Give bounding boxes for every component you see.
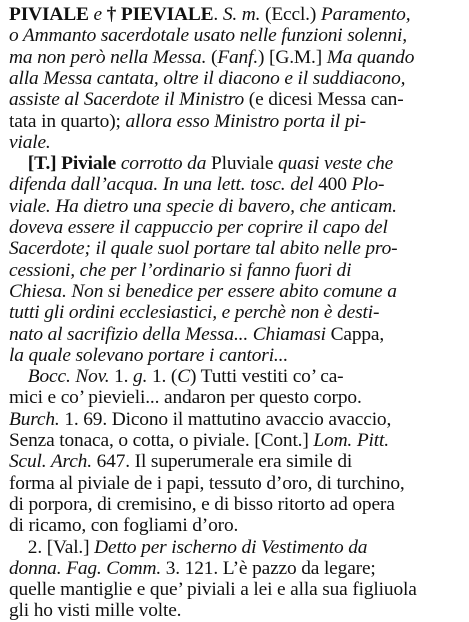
text-run: Detto per ischerno di Vestimento da [94,536,368,558]
text-run: 3. 121. L’è pazzo da legare; [161,557,376,579]
text-run: Cappa, [330,323,385,345]
text-run: viale. [9,131,51,153]
text-run: doveva essere il cappuccio per coprire il capo del [9,217,388,238]
text-run: di porpora, di cremisino, e di bisso ritorto ad opera [9,493,395,515]
text-run: quasi veste che [278,153,394,175]
text-run [9,366,28,387]
text-run: ) [G.M.] [258,46,327,68]
text-run: forma al piviale de i papi, tessuto d’oro, di turchino, [9,472,405,494]
text-run: Lom. Pitt. [313,430,389,451]
text-run: 1. [109,366,134,388]
text-run: di ricamo, con fogliami d’oro. [9,515,239,537]
text-line [9,111,366,133]
text-line [9,345,288,367]
text-run: tata in quarto); [9,110,126,132]
text-line [9,302,379,324]
text-run: donna. Fag. Comm. [9,557,162,579]
text-line [9,196,397,218]
text-run: [T.] [9,153,62,175]
text-line [9,238,397,260]
text-run: 400 [318,174,352,196]
text-run: Senza tonaca, o cotta, o piviale. [Cont.] [9,430,314,451]
text-run: ( [206,46,218,68]
text-run: (e dicesi Messa can- [244,89,404,111]
text-line [9,515,238,537]
text-run: (Eccl.) [260,4,321,25]
text-line [9,366,344,388]
text-run: la quale solevano portare i cantori... [9,344,289,366]
text-run: Ma quando [326,46,415,68]
text-run: mici e co’ pievieli... andaron per questo corpo. [9,387,362,409]
text-line [9,324,384,346]
text-line [9,430,389,452]
text-run: Scul. Arch. [9,451,92,473]
text-line [9,558,376,580]
text-line [9,217,388,239]
text-line [9,494,395,516]
text-line [9,47,414,69]
text-run: Chiesa. Non si benedice per essere abito comune a [9,280,397,302]
text-line [9,600,181,622]
text-line [9,451,352,473]
text-run: Piviale [61,153,117,175]
text-run: nato al sacrifizio della Messa... Chiamasi [9,323,331,345]
text-line [9,281,397,303]
text-run: Fanf. [217,46,259,68]
text-line [9,25,407,47]
text-run: viale. Ha dietro una specie di bavero, che anticam. [9,195,397,217]
text-run: Bocc. Nov. [27,366,110,388]
text-run: 1. 69. Dicono il mattutino avaccio avaccio, [59,408,392,430]
text-run: alla Messa cantata, oltre il diacono e il suddiacono, [9,67,406,89]
text-line [9,537,367,559]
text-run: tutti gli ordini ecclesiastici, e perchè non è desti- [9,302,380,324]
text-run: ) Tutti vestiti co’ ca- [190,366,344,388]
text-run: 647. Il superumerale era simile di [91,451,353,473]
text-run: Plo- [351,174,385,196]
text-line [9,409,391,431]
text-run: allora esso Ministro porta il pi- [125,110,366,132]
text-run: ma non però nella Messa. [9,46,207,68]
text-line [9,132,51,154]
text-run: difenda dall’acqua. In una lett. tosc. del [9,174,319,196]
text-line [9,473,405,495]
text-run: Paramento, [320,4,411,25]
text-line [9,579,417,601]
text-run: corrotto da [116,153,211,175]
text-run: g. [133,366,148,388]
text-line [9,4,410,26]
text-run: cessioni, che per l’ordinario si fanno fuori di [9,259,352,281]
text-line [9,387,362,409]
text-run: C [177,366,191,388]
text-run: quelle mantiglie e que’ piviali a lei e alla sua figliuola [9,579,417,601]
text-run: PIVIALE [9,4,89,25]
text-line [9,174,384,196]
text-line [9,153,393,175]
text-run: gli ho visti mille volte. [9,600,182,622]
text-run: Sacerdote; il quale suol portare tal abito nelle pro- [9,238,398,260]
text-line [9,260,351,282]
text-run: S. m. [222,4,261,25]
text-run: 2. [Val.] [9,536,95,558]
text-run: assiste al Sacerdote il Ministro [9,89,245,111]
text-run: Pluviale [210,153,279,175]
text-run: o Ammanto sacerdotale usato nelle funzioni solenni, [9,25,407,47]
text-run: 1. ( [147,366,178,388]
text-line [9,68,405,90]
text-line [9,89,404,111]
text-run: e [88,4,107,25]
text-run: . [213,4,223,25]
text-run: Burch. [9,408,60,430]
text-run: † PIEVIALE [106,4,214,25]
